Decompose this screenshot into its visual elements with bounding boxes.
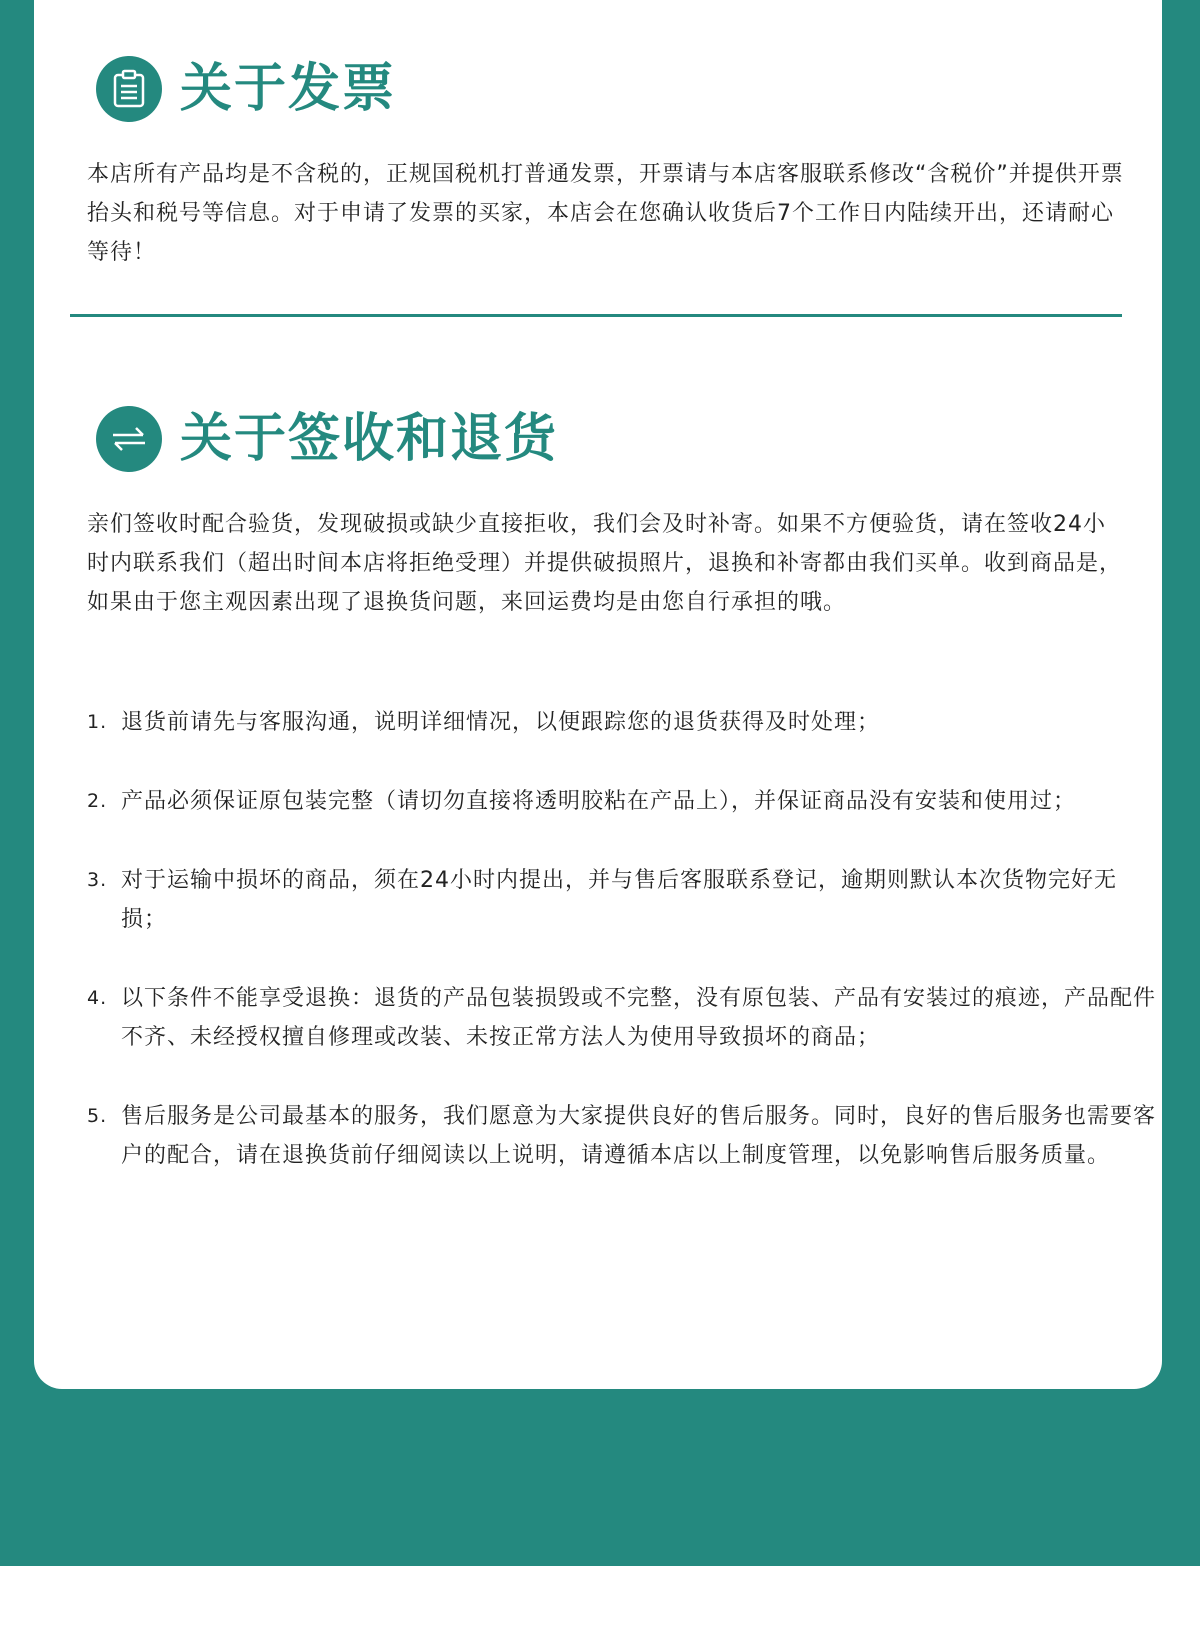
list-item-text: 退货前请先与客服沟通，说明详细情况，以便跟踪您的退货获得及时处理； xyxy=(121,710,881,735)
list-item-number: 4. xyxy=(87,987,108,1009)
returns-section-intro: 亲们签收时配合验货，发现破损或缺少直接拒收，我们会及时补寄。如果不方便验货，请在签收24小时内联系我们（超出时间本店将拒绝受理）并提供破损照片，退换和补寄都由我们买单。收到商品是，如果由于您主观因素出现了退换货问题，来回运费均是由您自行承担的哦。 xyxy=(87,512,1123,615)
list-item-text: 产品必须保证原包装完整（请切勿直接将透明胶粘在产品上），并保证商品没有安装和使用过； xyxy=(121,789,1077,814)
clipboard-icon-glyph xyxy=(111,69,147,109)
invoice-section-title: 关于发票 xyxy=(180,59,397,119)
clipboard-icon xyxy=(96,56,162,122)
invoice-section-header xyxy=(96,56,396,122)
list-item xyxy=(87,703,1157,742)
list-item-text: 售后服务是公司最基本的服务，我们愿意为大家提供良好的售后服务。同时，良好的售后服务也需要客户的配合，请在退换货前仔细阅读以上说明，请遵循本店以上制度管理，以免影响售后服务质量。 xyxy=(121,1104,1157,1168)
list-item xyxy=(87,1097,1157,1175)
list-item-text: 对于运输中损坏的商品，须在24小时内提出，并与售后客服联系登记，逾期则默认本次货物完好无损； xyxy=(121,868,1117,932)
returns-section-title: 关于签收和退货 xyxy=(180,409,559,469)
exchange-arrows-icon-glyph xyxy=(109,424,149,454)
list-item xyxy=(87,979,1157,1057)
returns-rules-list xyxy=(87,703,1157,1215)
list-item-text: 以下条件不能享受退换：退货的产品包装损毁或不完整，没有原包装、产品有安装过的痕迹，产品配件不齐、未经授权擅自修理或改装、未按正常方法人为使用导致损坏的商品； xyxy=(121,986,1157,1050)
list-item-number: 1. xyxy=(87,711,108,733)
invoice-section-body: 本店所有产品均是不含税的，正规国税机打普通发票，开票请与本店客服联系修改“含税价”并提供开票抬头和税号等信息。对于申请了发票的买家，本店会在您确认收货后7个工作日内陆续开出，还请耐心等待！ xyxy=(87,162,1124,265)
list-item-number: 3. xyxy=(87,869,108,891)
exchange-arrows-icon xyxy=(96,406,162,472)
list-item-number: 2. xyxy=(87,790,108,812)
content-card xyxy=(34,0,1162,1389)
list-item xyxy=(87,782,1157,821)
list-item xyxy=(87,861,1157,939)
section-divider xyxy=(70,314,1122,317)
list-item-number: 5. xyxy=(87,1105,108,1127)
returns-section-header xyxy=(96,406,558,472)
